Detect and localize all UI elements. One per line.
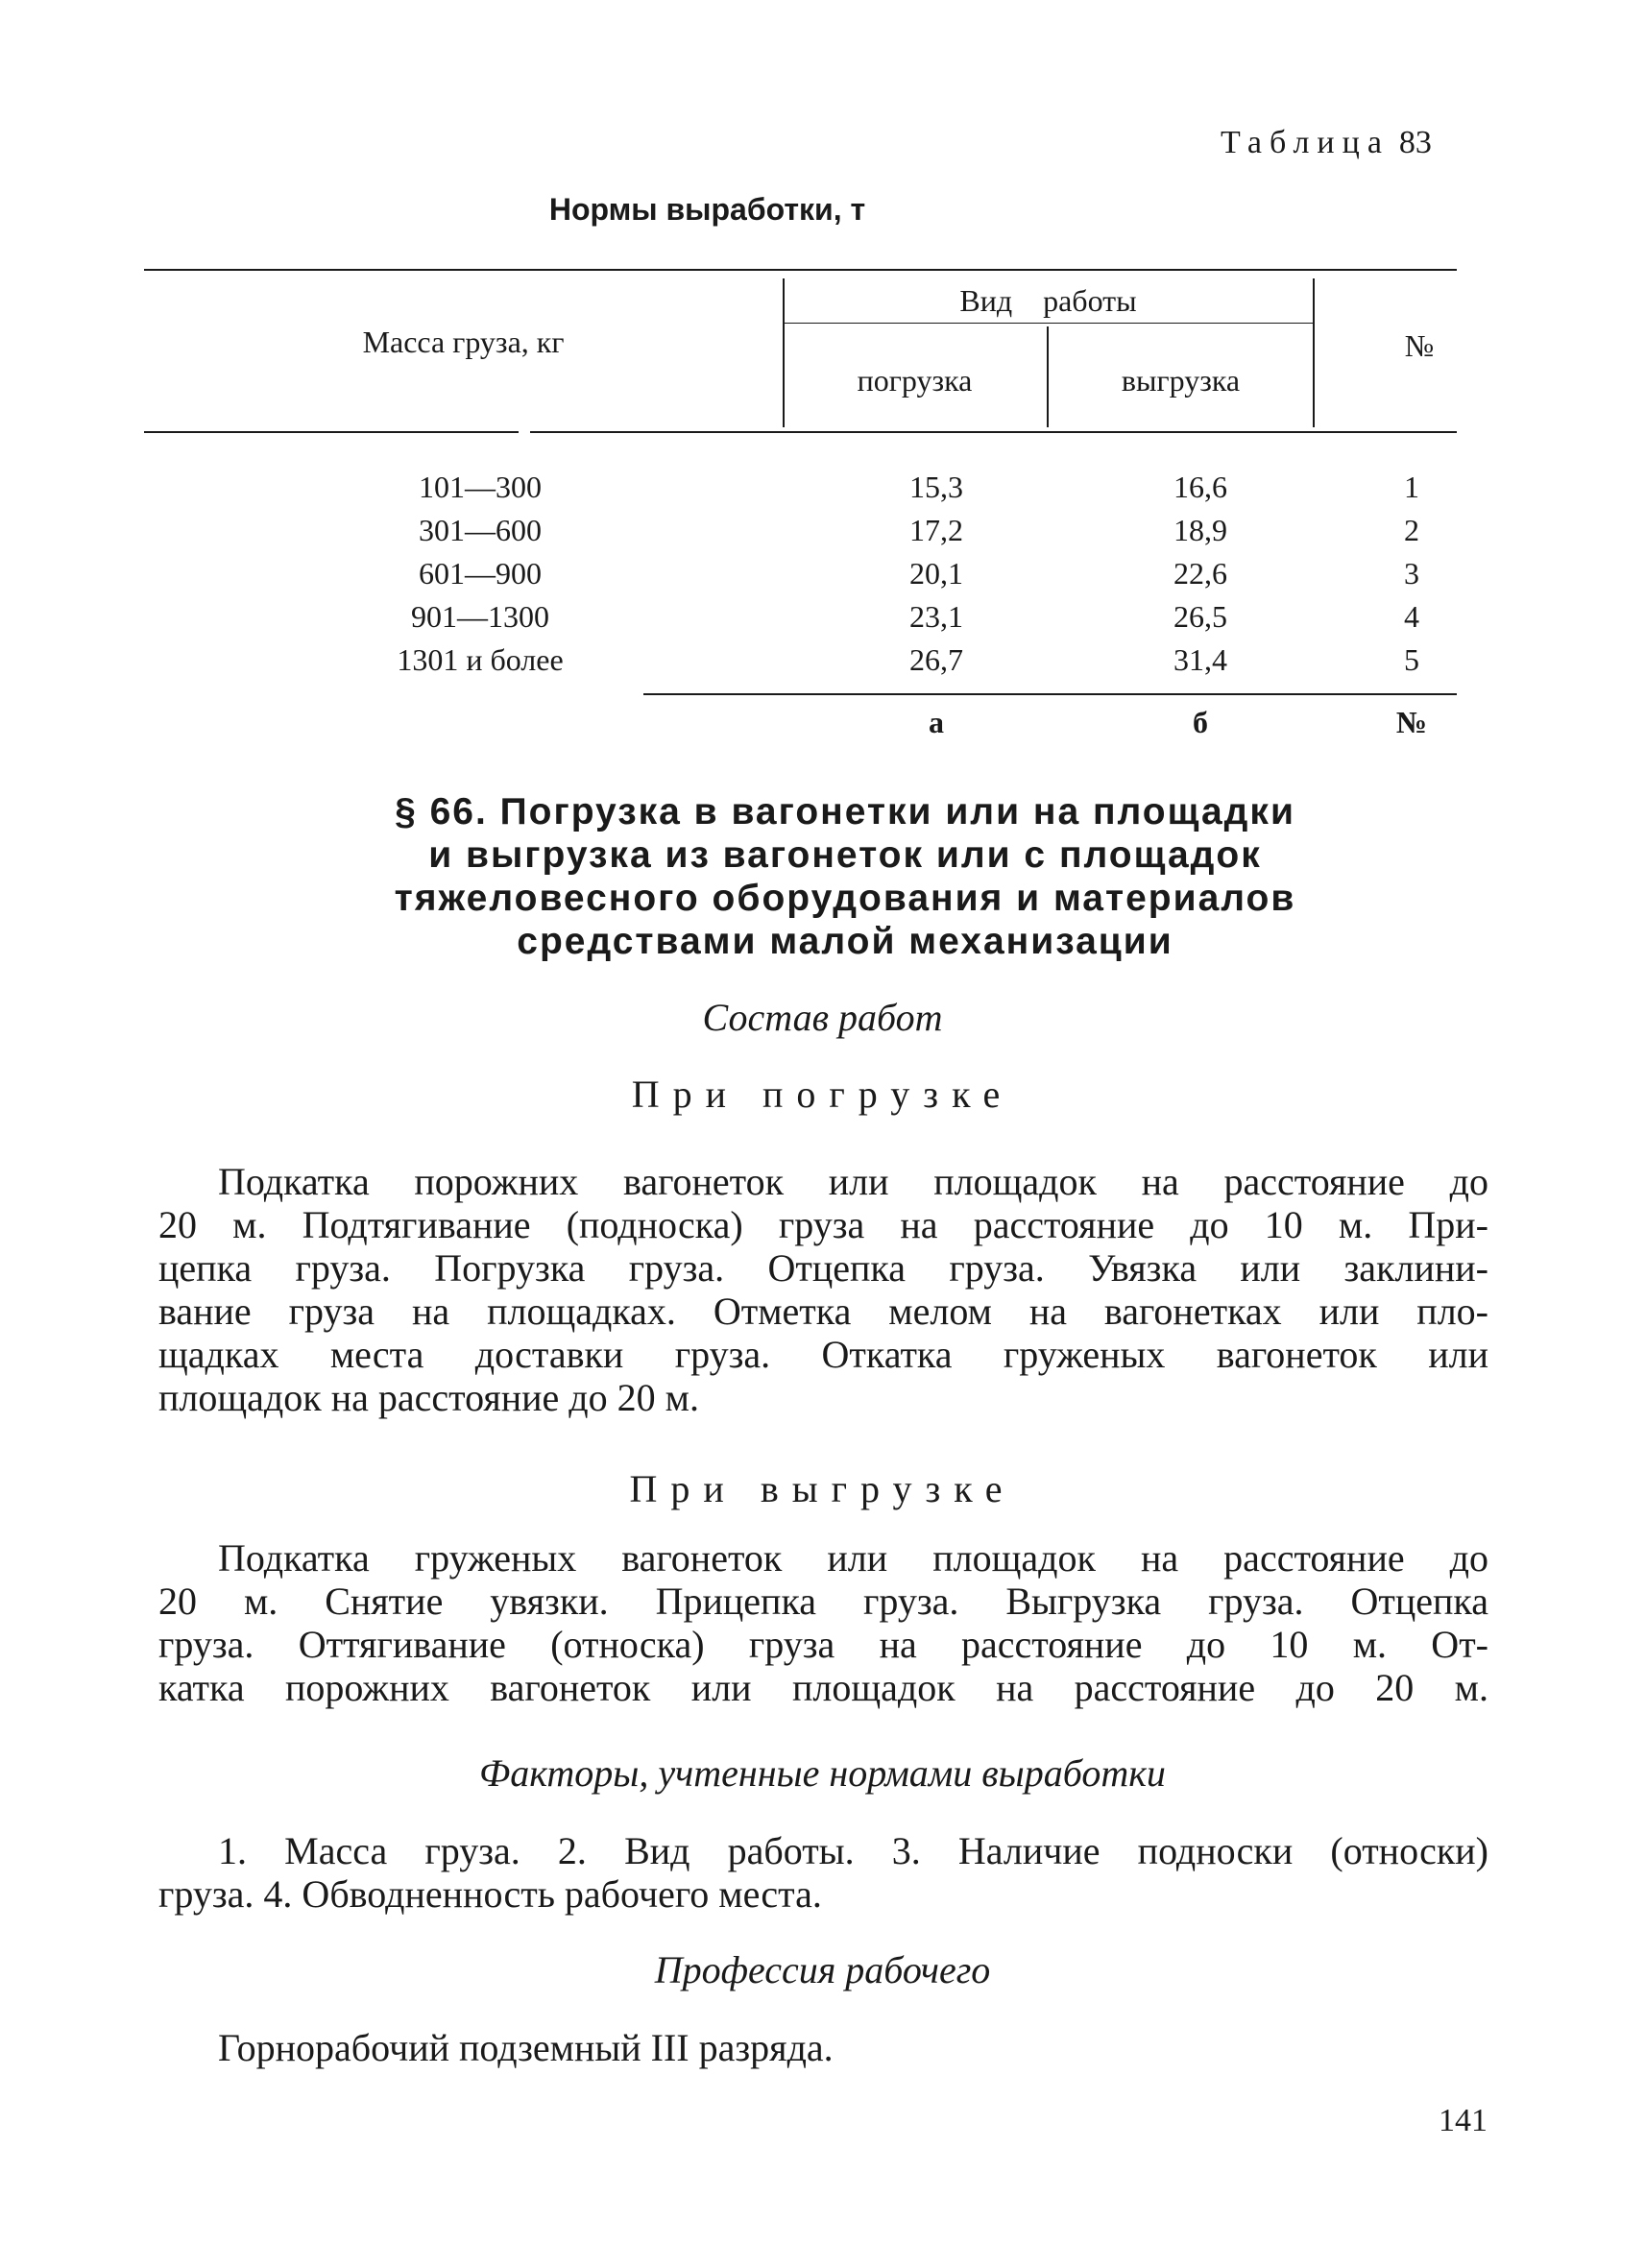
cell-unloading: 18,9 bbox=[1173, 513, 1227, 547]
cell-no: 4 bbox=[1404, 599, 1419, 634]
paragraph-line: груза. Оттягивание (относка) груза на расстояние до 10 м. От- bbox=[158, 1623, 1488, 1666]
cell-loading: 20,1 bbox=[909, 556, 963, 591]
section-title-line: средствами малой механизации bbox=[517, 921, 1173, 962]
paragraph-line: 20 м. Снятие увязки. Прицепка груза. Выгрузка груза. Отцепка bbox=[158, 1580, 1488, 1623]
header-unloading: выгрузка bbox=[1121, 363, 1241, 398]
cell-unloading: 22,6 bbox=[1173, 556, 1227, 591]
cell-mass: 101—300 bbox=[419, 470, 542, 504]
paragraph-line: цепка груза. Погрузка груза. Отцепка груза. Увязка или заклини- bbox=[158, 1246, 1488, 1290]
section-title-line: § 66. Погрузка в вагонетки или на площадки bbox=[395, 791, 1295, 832]
unloading-text bbox=[158, 1536, 1488, 1709]
table-top-rule bbox=[144, 269, 1457, 271]
header-mass: Масса груза, кг bbox=[362, 325, 565, 359]
paragraph-line: Горнорабочий подземный III разряда. bbox=[218, 2026, 834, 2069]
footer-col-a: а bbox=[929, 705, 944, 739]
table-label bbox=[1221, 125, 1432, 161]
table-header-rule-right bbox=[530, 431, 1457, 433]
cell-no: 2 bbox=[1404, 513, 1419, 547]
paragraph-line: груза. 4. Обводненность рабочего места. bbox=[158, 1872, 822, 1916]
loading-text bbox=[158, 1160, 1488, 1419]
paragraph-line: вание груза на площадках. Отметка мелом на вагонетках или пло- bbox=[158, 1290, 1488, 1333]
paragraph-line: площадок на расстояние до 20 м. bbox=[158, 1376, 699, 1419]
cell-unloading: 31,4 bbox=[1173, 642, 1227, 677]
cell-unloading: 26,5 bbox=[1173, 599, 1227, 634]
paragraph-line: Подкатка груженых вагонеток или площадок на расстояние до bbox=[218, 1536, 1488, 1580]
table-header-rule-left bbox=[144, 431, 519, 433]
paragraph-line: 20 м. Подтягивание (подноска) груза на расстояние до 10 м. При- bbox=[158, 1203, 1488, 1246]
table-title: Нормы выработки, т bbox=[548, 192, 866, 227]
cell-mass: 301—600 bbox=[419, 513, 542, 547]
paragraph-line: щадках места доставки груза. Откатка груженых вагонеток или bbox=[158, 1333, 1488, 1376]
page-number: 141 bbox=[1439, 2103, 1488, 2138]
profession-text bbox=[158, 2026, 1488, 2069]
cell-no: 1 bbox=[1404, 470, 1419, 504]
cell-loading: 15,3 bbox=[909, 470, 963, 504]
loading-heading: При погрузке bbox=[631, 1073, 1014, 1116]
header-loading: погрузка bbox=[857, 363, 973, 398]
cell-loading: 23,1 bbox=[909, 599, 963, 634]
cell-mass: 901—1300 bbox=[411, 599, 549, 634]
header-work-type: Вид работы bbox=[959, 283, 1137, 318]
cell-mass: 601—900 bbox=[419, 556, 542, 591]
profession-heading: Профессия рабочего bbox=[654, 1948, 991, 1991]
paragraph-line: Подкатка порожних вагонеток или площадок на расстояние до bbox=[218, 1160, 1488, 1203]
composition-heading: Состав работ bbox=[702, 996, 943, 1039]
cell-mass: 1301 и более bbox=[397, 642, 564, 677]
factors-text bbox=[158, 1829, 1488, 1916]
cell-no: 5 bbox=[1404, 642, 1419, 677]
cell-unloading: 16,6 bbox=[1173, 470, 1227, 504]
cell-no: 3 bbox=[1404, 556, 1419, 591]
table-number: 83 bbox=[1398, 125, 1432, 160]
footer-col-no: № bbox=[1395, 705, 1428, 739]
factors-heading: Факторы, учтенные нормами выработки bbox=[479, 1751, 1166, 1795]
footer-col-b: б bbox=[1193, 705, 1208, 739]
paragraph-line: 1. Масса груза. 2. Вид работы. 3. Наличие подноски (относки) bbox=[218, 1829, 1488, 1872]
section-title-line: тяжеловесного оборудования и материалов bbox=[394, 878, 1296, 919]
table-label-word: Таблица bbox=[1221, 125, 1390, 160]
unloading-heading: При выгрузке bbox=[629, 1467, 1016, 1510]
section-title bbox=[288, 790, 1402, 963]
table-subheader-rule bbox=[783, 323, 1314, 324]
cell-loading: 26,7 bbox=[909, 642, 963, 677]
paragraph-line: катка порожних вагонеток или площадок на расстояние до 20 м. bbox=[158, 1666, 1488, 1709]
section-title-line: и выгрузка из вагонеток или с площадок bbox=[428, 834, 1262, 876]
cell-loading: 17,2 bbox=[909, 513, 963, 547]
table-body-bottom-rule bbox=[643, 693, 1457, 695]
header-no: № bbox=[1404, 328, 1435, 363]
